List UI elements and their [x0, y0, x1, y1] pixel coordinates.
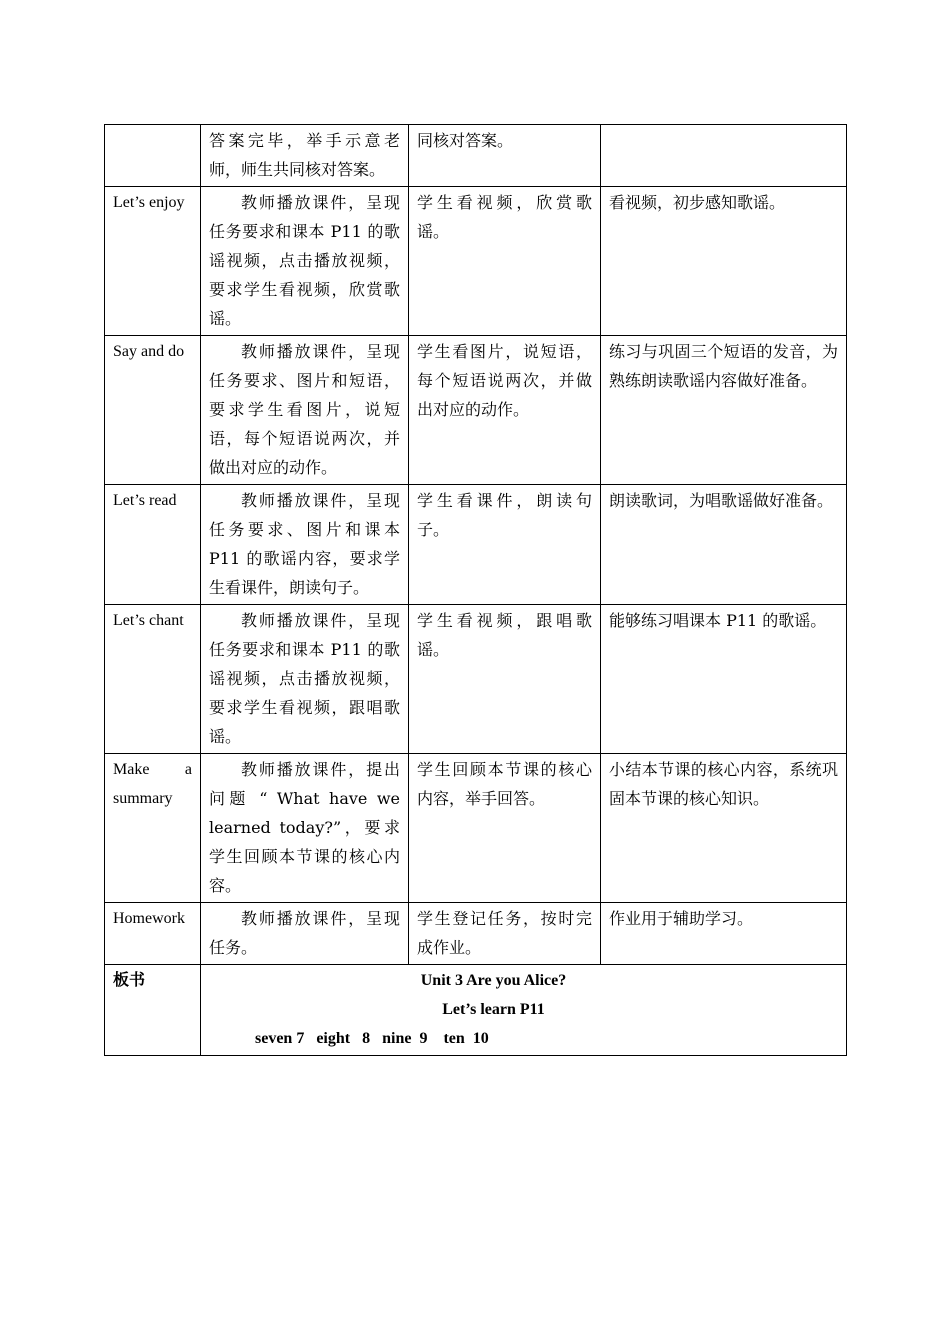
purpose-cell	[601, 125, 847, 187]
teacher-activity-text: 教师播放课件，提出问题 “ What have we learned today?”，要求学生回顾本节课的核心内容。	[209, 760, 400, 895]
stage-cell	[105, 125, 201, 187]
teacher-activity-text: 教师播放课件，呈现任务。	[209, 909, 400, 957]
purpose-cell: 看视频，初步感知歌谣。	[601, 187, 847, 336]
purpose-cell: 朗读歌词，为唱歌谣做好准备。	[601, 485, 847, 605]
purpose-cell: 小结本节课的核心内容，系统巩固本节课的核心知识。	[601, 754, 847, 903]
teacher-activity-cell	[201, 336, 409, 485]
table-row	[105, 903, 847, 965]
table-row	[105, 187, 847, 336]
board-title: Unit 3 Are you Alice?	[420, 972, 567, 989]
stage-cell	[105, 754, 201, 903]
table-row	[105, 605, 847, 754]
teacher-activity-cell	[201, 187, 409, 336]
blackboard-row	[105, 965, 847, 1056]
board-vocabulary: seven 7 eight 8 nine 9 ten 10	[255, 1030, 489, 1047]
student-activity-cell: 学生看视频，跟唱歌谣。	[409, 605, 601, 754]
stage-text-part: summary	[113, 790, 173, 807]
teacher-activity-text: 教师播放课件，呈现任务要求、图片和短语，要求学生看图片，说短语，每个短语说两次，并做出对应的动作。	[209, 342, 400, 477]
teacher-activity-cell: 答案完毕，举手示意老师，师生共同核对答案。	[201, 125, 409, 187]
stage-cell: Homework	[105, 903, 201, 965]
student-activity-cell: 学生看图片，说短语，每个短语说两次，并做出对应的动作。	[409, 336, 601, 485]
stage-cell: Say and do	[105, 336, 201, 485]
student-activity-cell: 学生回顾本节课的核心内容，举手回答。	[409, 754, 601, 903]
board-subtitle: Let’s learn P11	[442, 1001, 545, 1018]
table-row	[105, 125, 847, 187]
table-row	[105, 485, 847, 605]
stage-cell: Let’s enjoy	[105, 187, 201, 336]
stage-cell: Let’s chant	[105, 605, 201, 754]
student-activity-cell: 学生登记任务，按时完成作业。	[409, 903, 601, 965]
blackboard-label: 板书	[105, 965, 201, 1056]
table-row	[105, 754, 847, 903]
student-activity-cell: 学生看课件，朗读句子。	[409, 485, 601, 605]
table-row	[105, 336, 847, 485]
teacher-activity-cell	[201, 605, 409, 754]
stage-text-part: a	[184, 761, 192, 778]
blackboard-content	[201, 965, 847, 1056]
teacher-activity-cell	[201, 485, 409, 605]
purpose-cell: 能够练习唱课本 P11 的歌谣。	[601, 605, 847, 754]
student-activity-cell: 学生看视频，欣赏歌谣。	[409, 187, 601, 336]
teacher-activity-cell	[201, 903, 409, 965]
teacher-activity-text: 教师播放课件，呈现任务要求、图片和课本 P11 的歌谣内容，要求学生看课件，朗读句子。	[209, 491, 400, 597]
teacher-activity-text: 教师播放课件，呈现任务要求和课本 P11 的歌谣视频，点击播放视频，要求学生看视频，跟唱歌谣。	[209, 611, 400, 746]
stage-text-part: Make	[113, 761, 150, 778]
teacher-activity-text: 教师播放课件，呈现任务要求和课本 P11 的歌谣视频，点击播放视频，要求学生看视频，欣赏歌谣。	[209, 193, 400, 328]
lesson-plan-table	[104, 124, 847, 1056]
teacher-activity-cell	[201, 754, 409, 903]
student-activity-cell: 同核对答案。	[409, 125, 601, 187]
purpose-cell: 作业用于辅助学习。	[601, 903, 847, 965]
purpose-cell: 练习与巩固三个短语的发音，为熟练朗读歌谣内容做好准备。	[601, 336, 847, 485]
stage-cell: Let’s read	[105, 485, 201, 605]
